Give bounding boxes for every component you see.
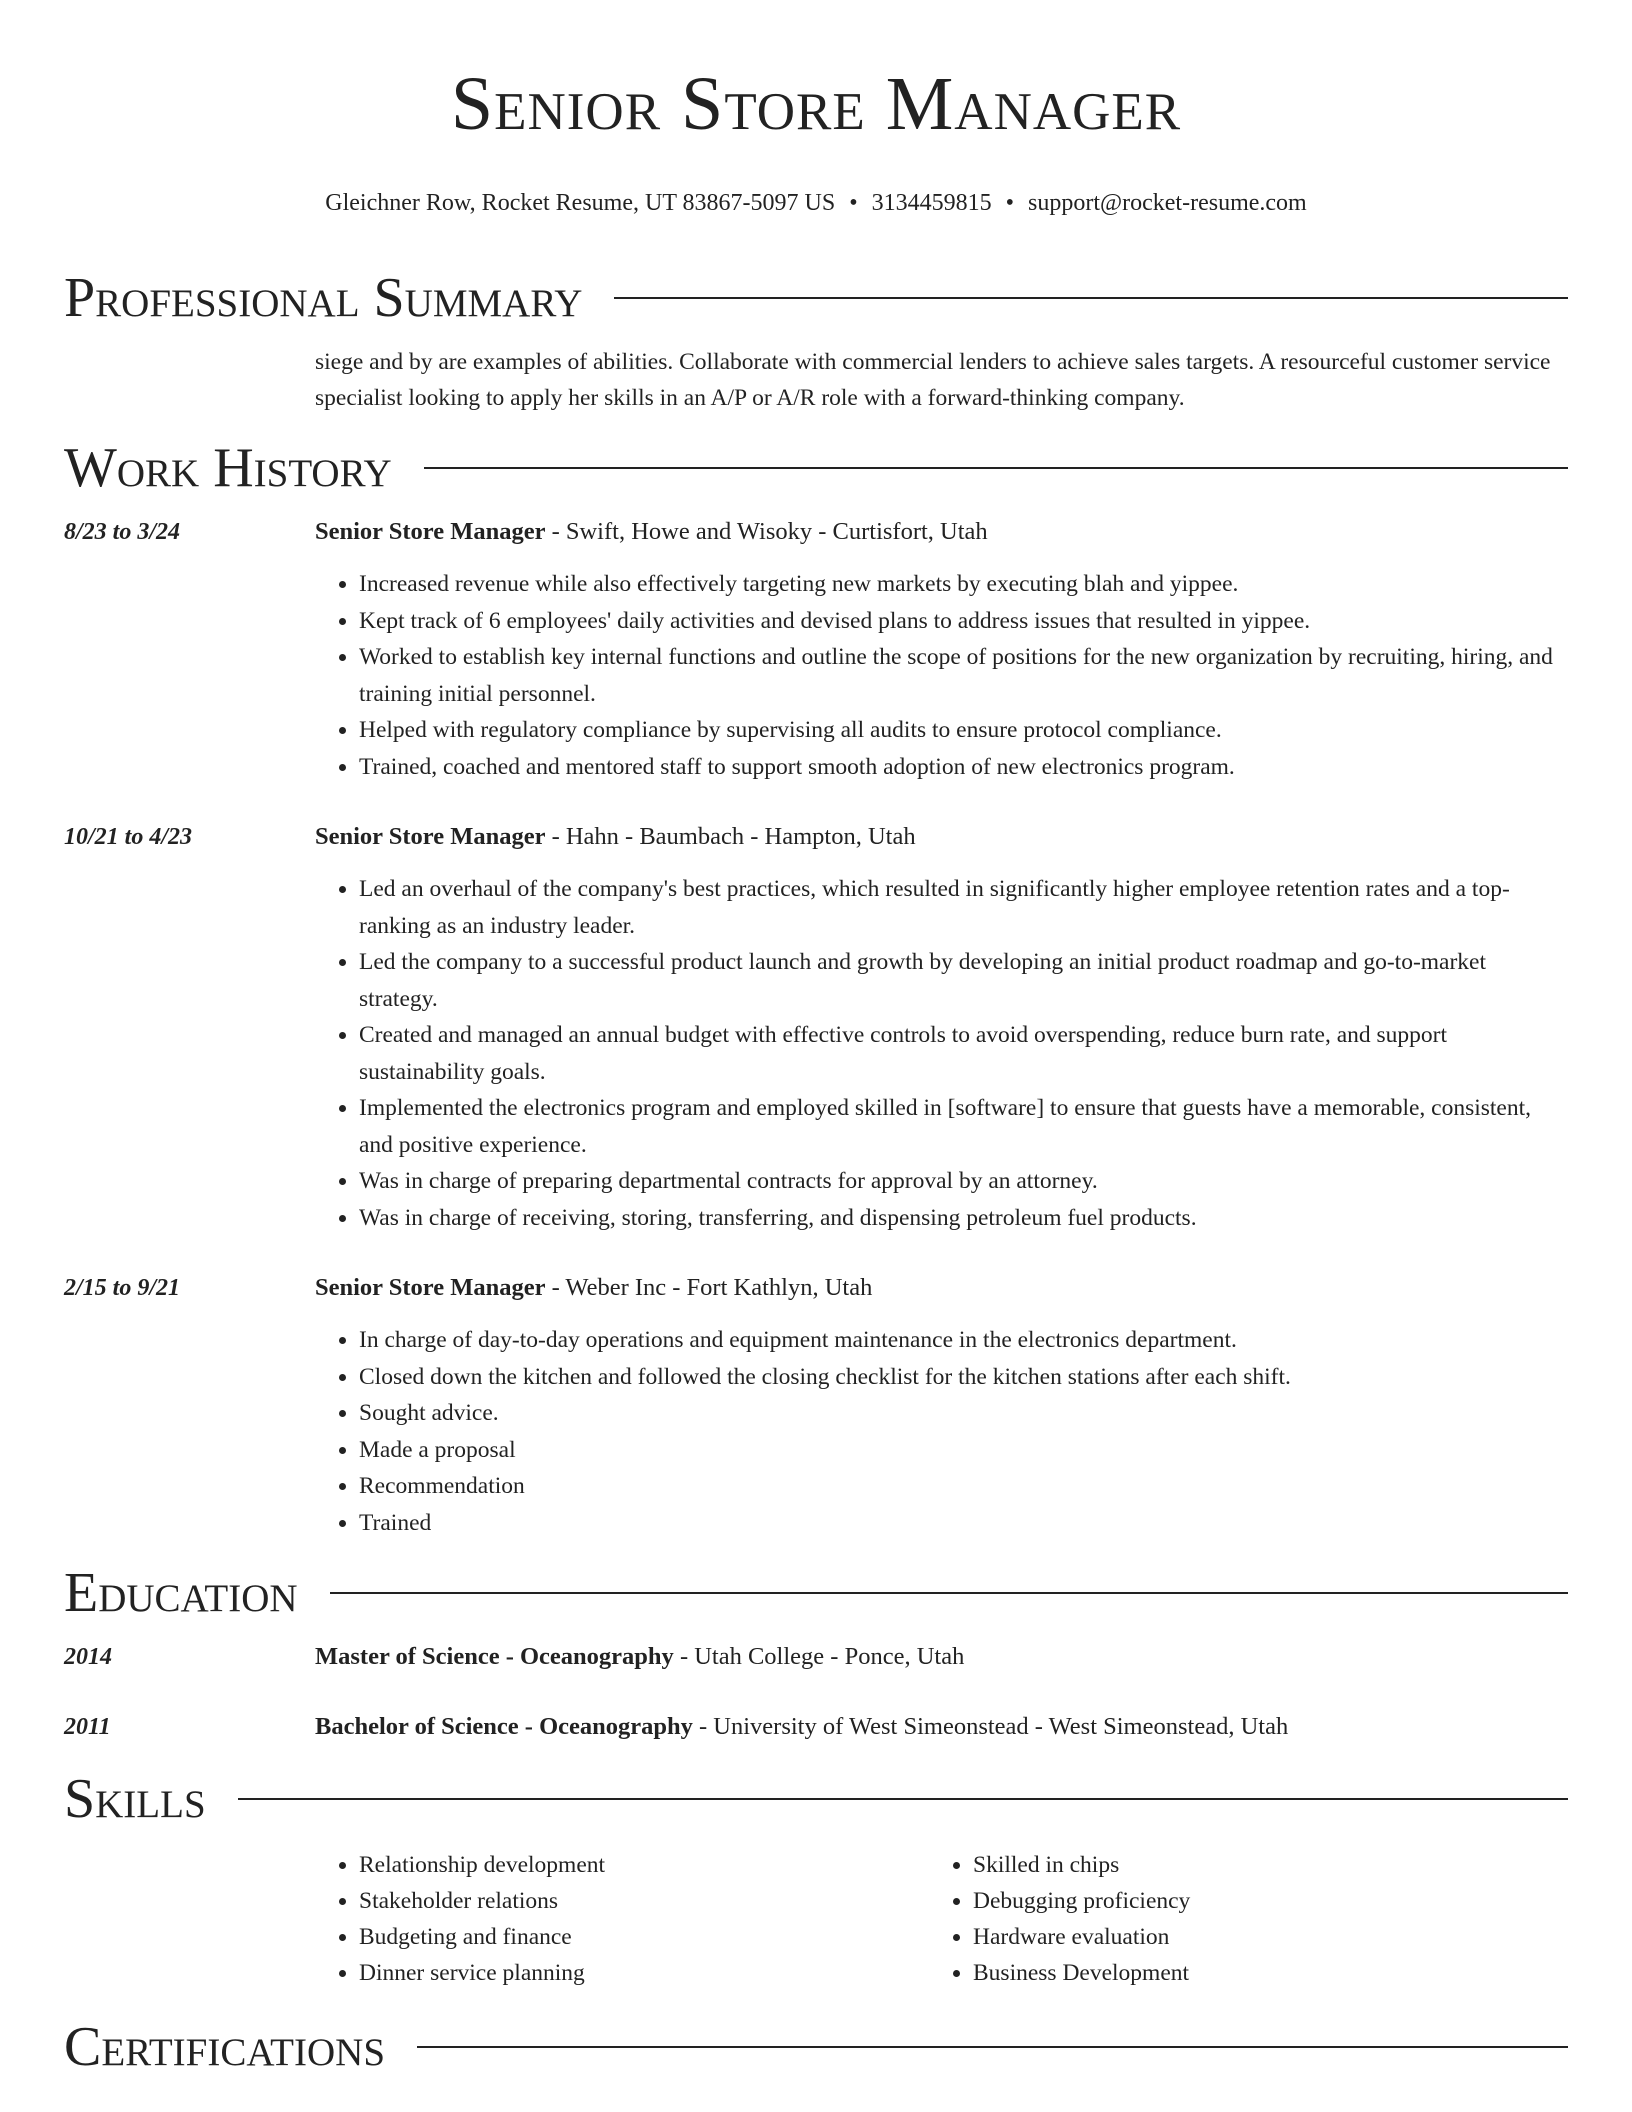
section-divider	[424, 467, 1568, 469]
list-item: • Closed down the kitchen and followed the closing checklist for the kitchen stations after each shift.	[359, 1359, 1568, 1396]
skill-item: • Dinner service planning	[359, 1955, 929, 1991]
skill-item: • Business Development	[973, 1955, 1190, 1991]
education-year: 2014	[64, 1644, 112, 1670]
education-school: - University of West Simeonstead - West Simeonstead, Utah	[692, 1713, 1289, 1740]
list-item: • Led an overhaul of the company's best practices, which resulted in significantly higher employee retention rates and a top-ranking as an industry leader.	[359, 871, 1568, 944]
contact-phone: 3134459815	[871, 190, 992, 216]
job-entry	[64, 819, 1568, 1236]
job-company: - Swift, Howe and Wisoky - Curtisfort, Utah	[545, 518, 988, 545]
skills-column	[315, 1847, 929, 1991]
section-title: Work History	[64, 437, 392, 499]
section-divider	[614, 297, 1568, 299]
skills-column	[929, 1847, 1190, 1991]
job-title: Senior Store Manager	[315, 823, 546, 850]
skill-item: • Stakeholder relations	[359, 1883, 929, 1919]
list-item: • Led the company to a successful product launch and growth by developing an initial product roadmap and go-to-market strategy.	[359, 944, 1568, 1017]
contact-separator: •	[849, 190, 858, 216]
section-header-certifications	[64, 2015, 1568, 2079]
list-item: • Trained, coached and mentored staff to support smooth adoption of new electronics program.	[359, 749, 1568, 786]
education-entry	[64, 1639, 1568, 1675]
education-degree: Bachelor of Science - Oceanography	[315, 1713, 693, 1740]
list-item: • Made a proposal	[359, 1432, 1568, 1469]
contact-email: support@rocket-resume.com	[1028, 190, 1307, 216]
section-header-skills	[64, 1767, 1568, 1831]
contact-separator: •	[1005, 190, 1015, 216]
section-title: Education	[64, 1562, 298, 1624]
job-company: - Hahn - Baumbach - Hampton, Utah	[545, 823, 916, 850]
skill-item: • Hardware evaluation	[973, 1919, 1190, 1955]
job-dates: 2/15 to 9/21	[64, 1275, 181, 1301]
job-title: Senior Store Manager	[315, 1274, 546, 1301]
section-divider	[417, 2046, 1568, 2048]
education-degree: Master of Science - Oceanography	[315, 1643, 674, 1670]
list-item: • Helped with regulatory compliance by supervising all audits to ensure protocol compliance.	[359, 712, 1568, 749]
job-bullets	[315, 1322, 1568, 1541]
job-entry	[64, 1270, 1568, 1541]
job-dates: 10/21 to 4/23	[64, 824, 193, 850]
list-item: • Implemented the electronics program and employed skilled in [software] to ensure that guests have a memorable, consistent, and positive experience.	[359, 1090, 1568, 1163]
skill-item: • Relationship development	[359, 1847, 929, 1883]
list-item: • Was in charge of preparing departmental contracts for approval by an attorney.	[359, 1163, 1568, 1200]
list-item: • Was in charge of receiving, storing, transferring, and dispensing petroleum fuel products.	[359, 1200, 1568, 1237]
job-title: Senior Store Manager	[315, 518, 546, 545]
job-dates: 8/23 to 3/24	[64, 519, 181, 545]
job-bullets	[315, 566, 1568, 785]
list-item: • Worked to establish key internal functions and outline the scope of positions for the new organization by recruiting, hiring, and training initial personnel.	[359, 639, 1568, 712]
job-heading	[315, 514, 1568, 550]
contact-address: Gleichner Row, Rocket Resume, UT 83867-5097 US	[325, 190, 836, 216]
education-entry	[64, 1709, 1568, 1745]
section-title: Skills	[64, 1768, 206, 1830]
list-item: • Sought advice.	[359, 1395, 1568, 1432]
list-item: • Created and managed an annual budget with effective controls to avoid overspending, reduce burn rate, and support sustainability goals.	[359, 1017, 1568, 1090]
section-title: Certifications	[64, 2016, 386, 2078]
skill-item: • Budgeting and finance	[359, 1919, 929, 1955]
skill-item: • Skilled in chips	[973, 1847, 1190, 1883]
education-school: - Utah College - Ponce, Utah	[673, 1643, 965, 1670]
resume-name: Senior Store Manager	[450, 62, 1182, 146]
section-divider	[330, 1592, 1568, 1594]
section-header-education	[64, 1561, 1568, 1625]
job-bullets	[315, 871, 1568, 1236]
education-year: 2011	[64, 1714, 111, 1740]
section-divider	[238, 1798, 1568, 1800]
list-item: • Kept track of 6 employees' daily activities and devised plans to address issues that resulted in yippee.	[359, 603, 1568, 640]
skill-item: • Debugging proficiency	[973, 1883, 1190, 1919]
job-entry	[64, 514, 1568, 785]
section-header-work-history	[64, 436, 1568, 500]
section-header-summary	[64, 266, 1568, 330]
job-company: - Weber Inc - Fort Kathlyn, Utah	[545, 1274, 873, 1301]
skills-list	[315, 1847, 1568, 1991]
summary-text: siege and by are examples of abilities. Collaborate with commercial lenders to achieve sales targets. A resourceful customer service specialist looking to apply her skills in an A/P or A/R role with a forward-thinking company.	[315, 349, 1551, 411]
list-item: • Recommendation	[359, 1468, 1568, 1505]
job-heading	[315, 819, 1568, 855]
section-title: Professional Summary	[64, 267, 583, 329]
list-item: • In charge of day-to-day operations and equipment maintenance in the electronics department.	[359, 1322, 1568, 1359]
list-item: • Increased revenue while also effectively targeting new markets by executing blah and yippee.	[359, 566, 1568, 603]
list-item: • Trained	[359, 1505, 1568, 1542]
job-heading	[315, 1270, 1568, 1306]
contact-line	[64, 188, 1568, 218]
